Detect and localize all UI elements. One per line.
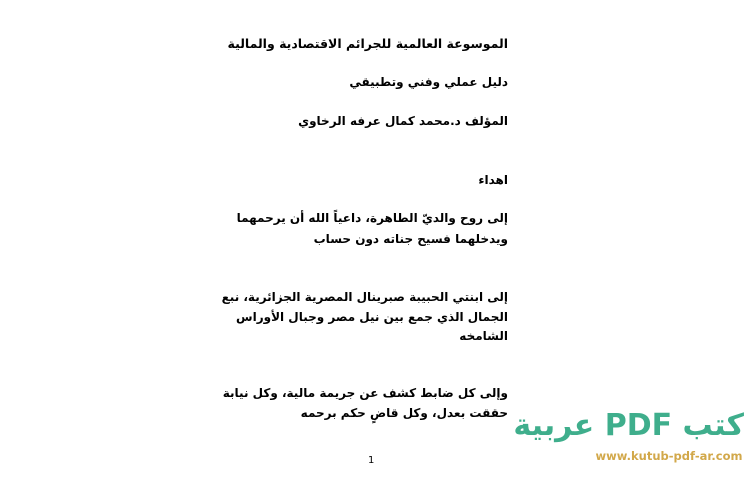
dedication-1-line-1: إلى روح والديّ الطاهرة، داعياً الله أن يرحمهما: [236, 211, 508, 225]
watermark-url: www.kutub-pdf-ar.com: [595, 449, 743, 463]
document-title: الموسوعة العالمية للجرائم الاقتصادية والمالية: [227, 36, 508, 51]
dedication-1-line-2: ويدخلهما فسيح جناته دون حساب: [313, 232, 508, 246]
watermark-title: كتب PDF عربية: [513, 408, 744, 443]
dedication-2-line-1: إلى ابنتي الحبيبة صبرينال المصرية الجزائرية، نبع: [221, 290, 508, 304]
author-line: المؤلف د.محمد كمال عرفه الرخاوي: [298, 114, 508, 128]
document-subtitle: دليل عملي وفني وتطبيقي: [349, 75, 508, 89]
site-watermark: [513, 408, 744, 464]
dedication-2-line-3: الشامخه: [459, 329, 508, 343]
page-number: 1: [368, 455, 375, 466]
dedication-2-line-2: الجمال الذي جمع بين نيل مصر وجبال الأوراس: [236, 310, 508, 324]
dedication-3-line-2: حققت بعدل، وكل قاضٍ حكم برحمه: [300, 406, 508, 420]
dedication-heading: اهداء: [478, 173, 508, 187]
dedication-3-line-1: وإلى كل ضابط كشف عن جريمة مالية، وكل نيابة: [222, 386, 508, 400]
